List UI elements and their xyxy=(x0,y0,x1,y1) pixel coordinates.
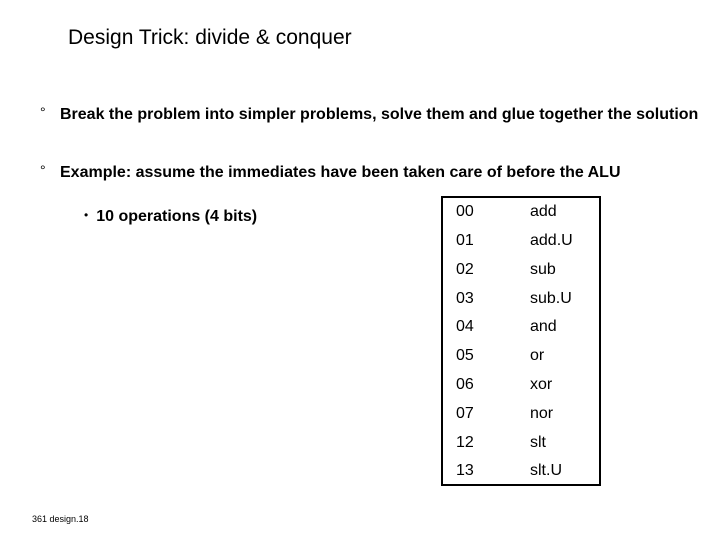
bullet-text: Example: assume the immediates have been taken care of before the ALU xyxy=(60,164,621,181)
op-code: 13 xyxy=(456,462,474,479)
op-code: 07 xyxy=(456,405,474,422)
op-code: 01 xyxy=(456,232,474,249)
op-name: sub xyxy=(530,261,556,278)
op-code: 12 xyxy=(456,434,474,451)
op-name: slt xyxy=(530,434,546,451)
op-code: 04 xyxy=(456,318,474,335)
op-name: slt.U xyxy=(530,462,562,479)
op-code: 03 xyxy=(456,290,474,307)
op-name: and xyxy=(530,318,557,335)
op-code: 00 xyxy=(456,203,474,220)
bullet-mark: ° xyxy=(40,162,46,178)
op-name: nor xyxy=(530,405,554,422)
op-code: 05 xyxy=(456,347,474,364)
sub-bullet-mark: • xyxy=(84,208,89,222)
sub-bullet-text: 10 operations (4 bits) xyxy=(96,208,258,225)
slide-footer: 361 design.18 xyxy=(32,514,89,524)
sub-bullet-operations xyxy=(84,208,257,226)
op-name: or xyxy=(530,347,545,364)
op-name: xor xyxy=(530,376,553,393)
op-code: 06 xyxy=(456,376,474,393)
bullet-mark: ° xyxy=(40,104,46,120)
bullet-text: Break the problem into simpler problems, solve them and glue together the solution xyxy=(60,106,699,123)
operation-table xyxy=(441,196,601,486)
op-name: add.U xyxy=(530,232,573,249)
bullet-example xyxy=(40,163,700,182)
bullet-divide-problem xyxy=(40,105,700,124)
op-name: add xyxy=(530,203,557,220)
slide-title: Design Trick: divide & conquer xyxy=(68,26,352,49)
op-name: sub.U xyxy=(530,290,572,307)
op-code: 02 xyxy=(456,261,474,278)
